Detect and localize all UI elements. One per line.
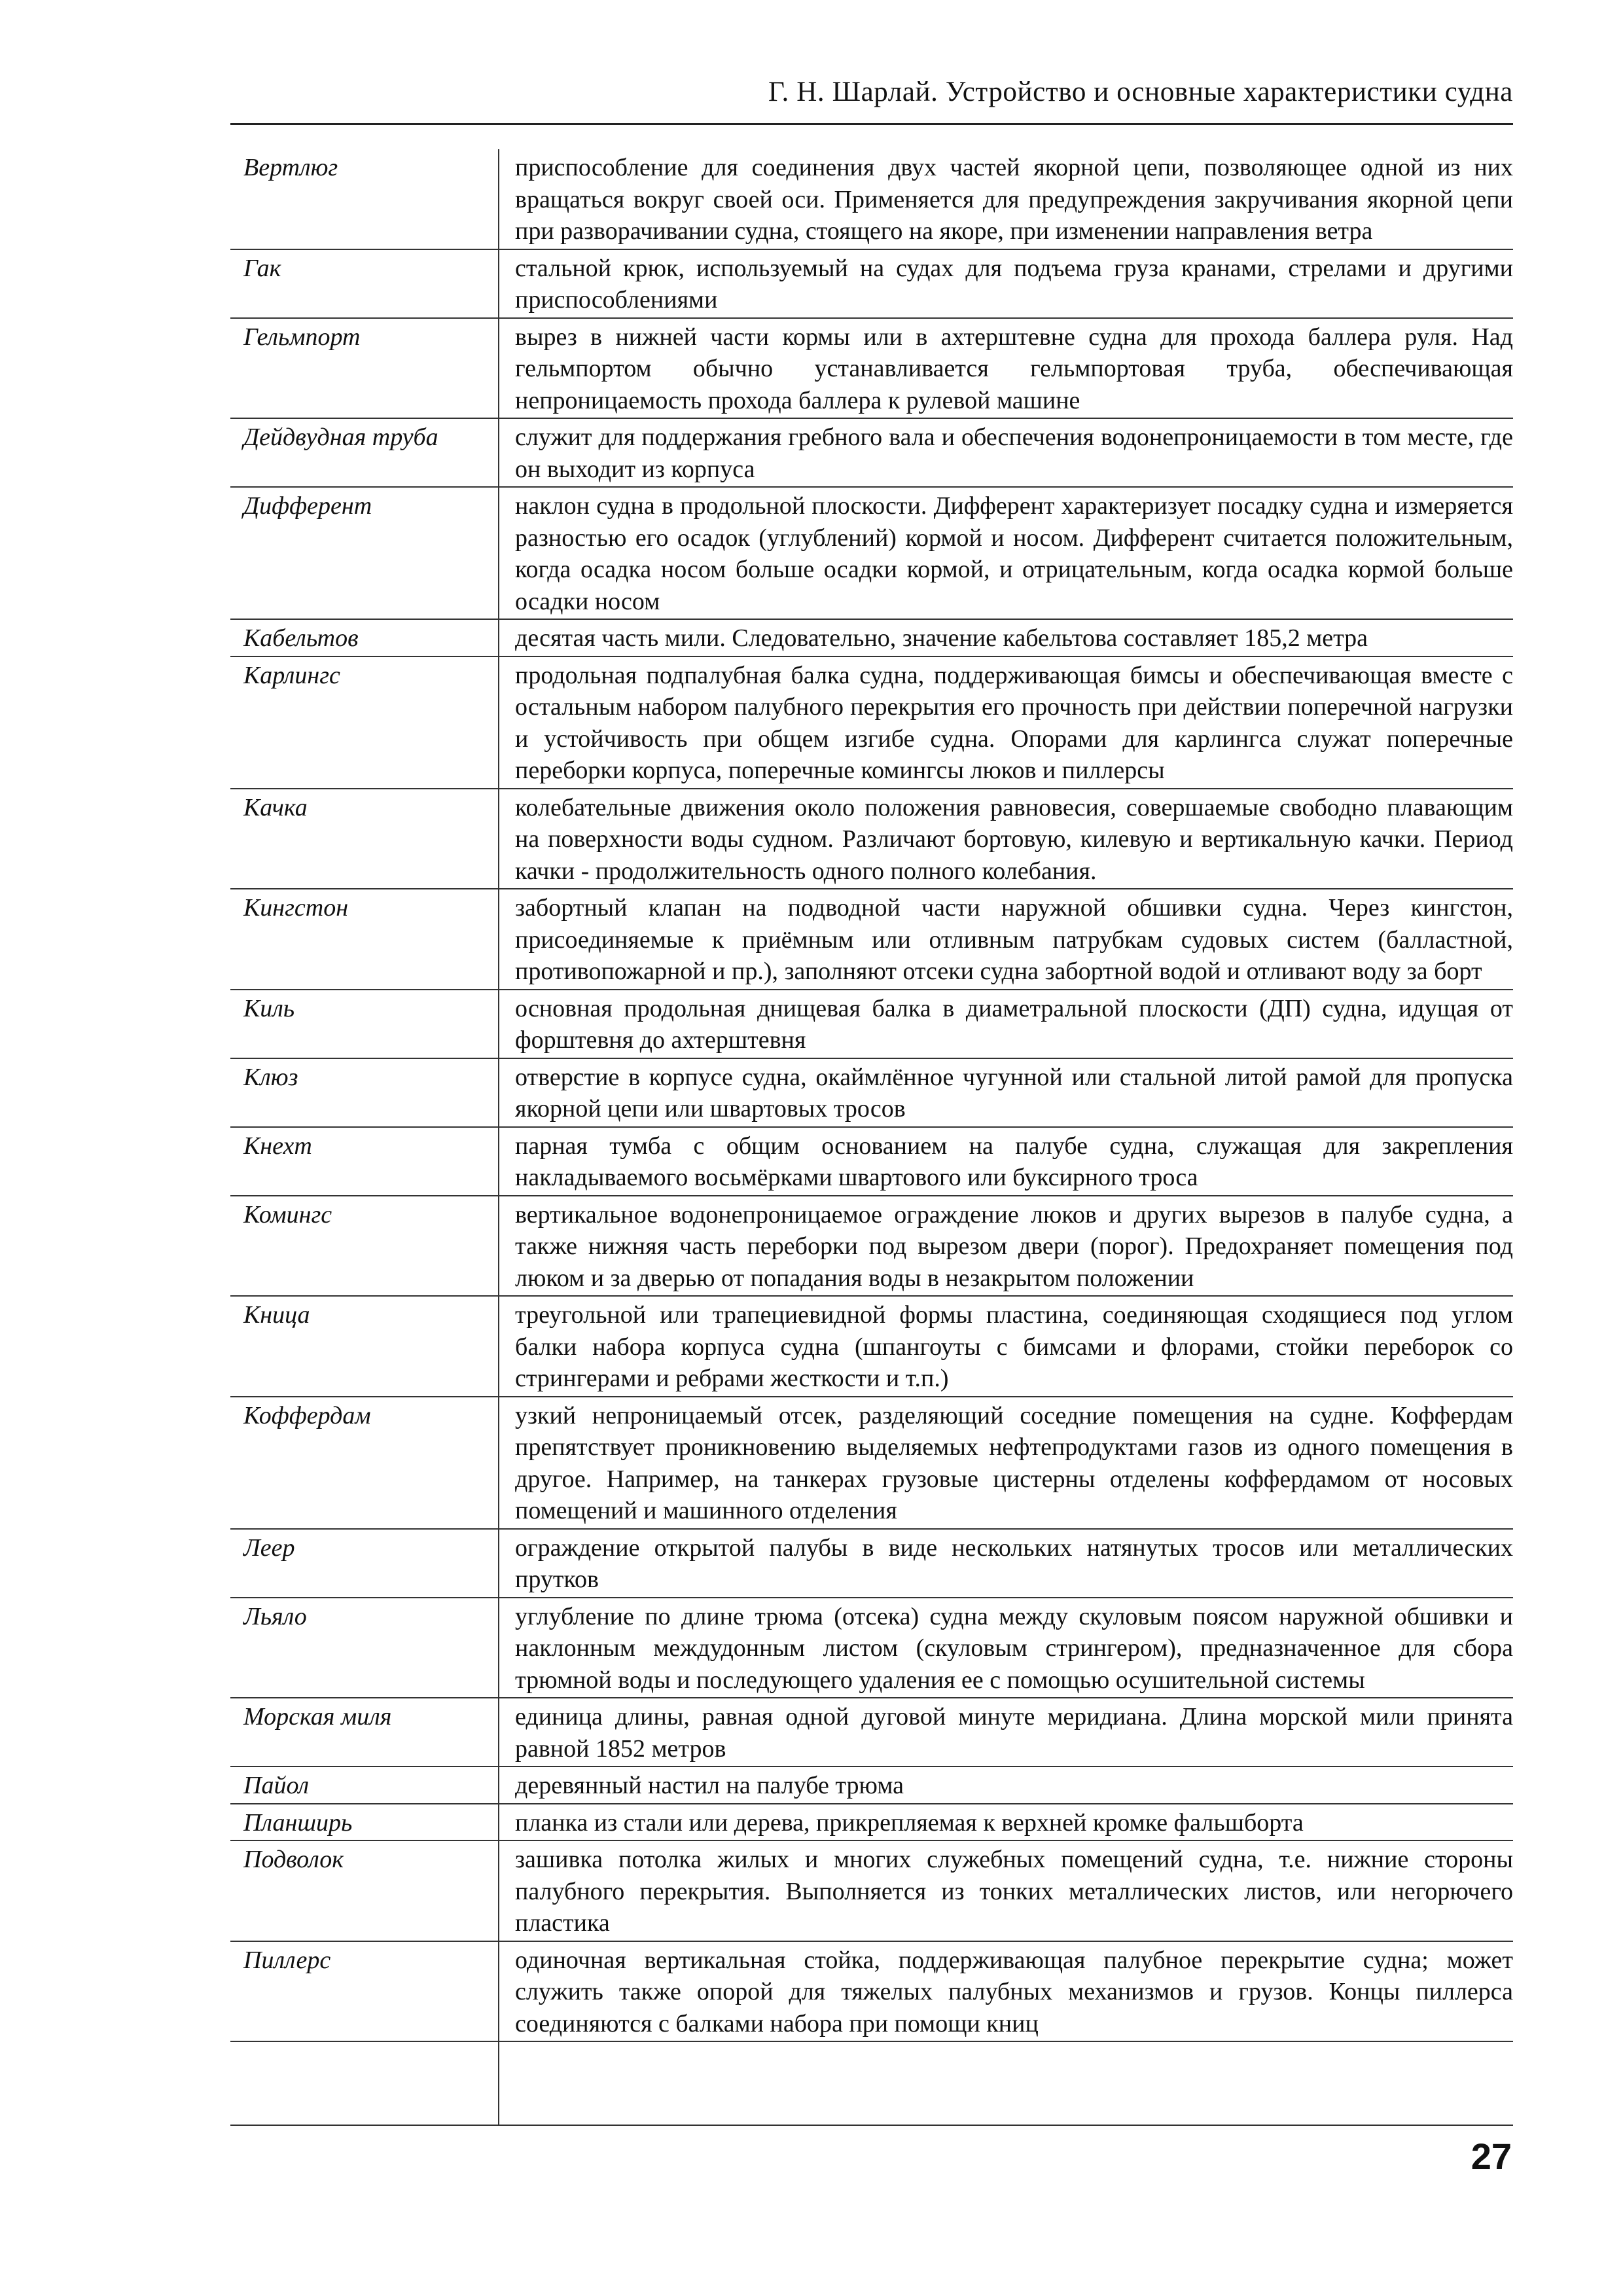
glossary-term: Гельмпорт	[230, 318, 499, 419]
glossary-term: Подволок	[230, 1840, 499, 1941]
glossary-definition: десятая часть мили. Следовательно, значение кабельтова составляет 185,2 метра	[499, 619, 1513, 656]
glossary-term: Коффердам	[230, 1397, 499, 1529]
glossary-row	[230, 1196, 1513, 1297]
glossary-term: Клюз	[230, 1058, 499, 1127]
glossary-row	[230, 1529, 1513, 1598]
glossary-term: Планширь	[230, 1804, 499, 1841]
glossary-definition: деревянный настил на палубе трюма	[499, 1767, 1513, 1804]
glossary-row	[230, 1127, 1513, 1196]
glossary-definition: единица длины, равная одной дуговой минуте меридиана. Длина морской мили принята равной 1852 метров	[499, 1698, 1513, 1767]
glossary-term: Киль	[230, 990, 499, 1058]
filler-cell	[230, 2041, 499, 2125]
glossary-row	[230, 789, 1513, 889]
glossary-table-container	[230, 149, 1513, 2126]
header-title: Г. Н. Шарлай. Устройство и основные характеристики судна	[768, 77, 1513, 107]
glossary-definition: узкий непроницаемый отсек, разделяющий соседние помещения на судне. Коффердам препятствует проникновению выделяемых нефтепродуктами газов из одного помещения в другое. Например, на танкерах грузовые цистерны отделены коффердамом от носовых помещений и машинного отделения	[499, 1397, 1513, 1529]
glossary-definition: приспособление для соединения двух частей якорной цепи, позволяющее одной из них вращаться вокруг своей оси. Применяется для предупреждения закручивания якорной цепи при разворачивании судна, стоящего на якоре, при изменении направления ветра	[499, 149, 1513, 249]
glossary-definition: зашивка потолка жилых и многих служебных помещений судна, т.е. нижние стороны палубного перекрытия. Выполняется из тонких металлических листов, или негорючего пластика	[499, 1840, 1513, 1941]
glossary-row	[230, 1598, 1513, 1698]
glossary-definition: парная тумба с общим основанием на палубе судна, служащая для закрепления накладываемого восьмёрками швартового или буксирного троса	[499, 1127, 1513, 1196]
glossary-definition: стальной крюк, используемый на судах для подъема груза кранами, стрелами и другими приспособлениями	[499, 249, 1513, 318]
glossary-row	[230, 149, 1513, 249]
glossary-term: Пиллерс	[230, 1941, 499, 2042]
page-number: 27	[1471, 2136, 1512, 2177]
glossary-row	[230, 1804, 1513, 1841]
glossary-definition: забортный клапан на подводной части наружной обшивки судна. Через кингстон, присоединяемые к приёмным или отливным патрубкам судовых систем (балластной, противопожарной и пр.), заполняют отсеки судна забортной водой и отливают воду за борт	[499, 889, 1513, 990]
glossary-row	[230, 318, 1513, 419]
glossary-term: Пайол	[230, 1767, 499, 1804]
glossary-term: Качка	[230, 789, 499, 889]
glossary-definition: планка из стали или дерева, прикрепляемая к верхней кромке фальшборта	[499, 1804, 1513, 1841]
glossary-filler-row	[230, 2041, 1513, 2125]
glossary-term: Комингс	[230, 1196, 499, 1297]
glossary-term: Морская миля	[230, 1698, 499, 1767]
glossary-row	[230, 418, 1513, 487]
filler-cell	[499, 2041, 1513, 2125]
glossary-row	[230, 990, 1513, 1058]
glossary-definition: углубление по длине трюма (отсека) судна между скуловым поясом наружной обшивки и наклонным междудонным листом (скуловым стрингером), предназначенное для сбора трюмной воды и последующего удаления ее с помощью осушительной системы	[499, 1598, 1513, 1698]
glossary-body	[230, 149, 1513, 2125]
glossary-term: Вертлюг	[230, 149, 499, 249]
glossary-definition: треугольной или трапециевидной формы пластина, соединяющая сходящиеся под углом балки набора корпуса судна (шпангоуты с бимсами и флорами, стойки переборок со стрингерами и ребрами жесткости и т.п.)	[499, 1296, 1513, 1397]
glossary-definition: вертикальное водонепроницаемое ограждение люков и других вырезов в палубе судна, а также нижняя часть переборки под вырезом двери (порог). Предохраняет помещения под люком и за дверью от попадания воды в незакрытом положении	[499, 1196, 1513, 1297]
glossary-definition: вырез в нижней части кормы или в ахтерштевне судна для прохода баллера руля. Над гельмпортом обычно устанавливается гельмпортовая труба, обеспечивающая непроницаемость прохода баллера к рулевой машине	[499, 318, 1513, 419]
glossary-row	[230, 1698, 1513, 1767]
glossary-definition: колебательные движения около положения равновесия, совершаемые свободно плавающим на поверхности воды судном. Различают бортовую, килевую и вертикальную качки. Период качки - продолжительность одного полного колебания.	[499, 789, 1513, 889]
glossary-row	[230, 1941, 1513, 2042]
glossary-row	[230, 249, 1513, 318]
glossary-term: Льяло	[230, 1598, 499, 1698]
glossary-row	[230, 889, 1513, 990]
glossary-definition: отверстие в корпусе судна, окаймлённое чугунной или стальной литой рамой для пропуска якорной цепи или швартовых тросов	[499, 1058, 1513, 1127]
glossary-term: Леер	[230, 1529, 499, 1598]
glossary-row	[230, 1397, 1513, 1529]
glossary-definition: продольная подпалубная балка судна, поддерживающая бимсы и обеспечивающая вместе с остальным набором палубного перекрытия его прочность при действии поперечной нагрузки и устойчивость при общем изгибе судна. Опорами для карлингса служат поперечные переборки корпуса, поперечные комингсы люков и пиллерсы	[499, 656, 1513, 789]
glossary-term: Дифферент	[230, 487, 499, 619]
glossary-row	[230, 487, 1513, 619]
glossary-definition: ограждение открытой палубы в виде нескольких натянутых тросов или металлических прутков	[499, 1529, 1513, 1598]
glossary-table	[230, 149, 1513, 2126]
glossary-row	[230, 656, 1513, 789]
glossary-definition: служит для поддержания гребного вала и обеспечения водонепроницаемости в том месте, где он выходит из корпуса	[499, 418, 1513, 487]
glossary-definition: одиночная вертикальная стойка, поддерживающая палубное перекрытие судна; может служить также опорой для тяжелых палубных механизмов и грузов. Концы пиллерса соединяются с балками набора при помощи книц	[499, 1941, 1513, 2042]
glossary-definition: наклон судна в продольной плоскости. Дифферент характеризует посадку судна и измеряется разностью его осадок (углублений) кормой и носом. Дифферент считается положительным, когда осадка носом больше осадки кормой, и отрицательным, когда осадка кормой больше осадки носом	[499, 487, 1513, 619]
glossary-row	[230, 1296, 1513, 1397]
glossary-row	[230, 619, 1513, 656]
glossary-term: Кница	[230, 1296, 499, 1397]
glossary-row	[230, 1767, 1513, 1804]
glossary-term: Карлингс	[230, 656, 499, 789]
glossary-term: Кабельтов	[230, 619, 499, 656]
glossary-row	[230, 1840, 1513, 1941]
glossary-definition: основная продольная днищевая балка в диаметральной плоскости (ДП) судна, идущая от форштевня до ахтерштевня	[499, 990, 1513, 1058]
glossary-term: Дейдвудная труба	[230, 418, 499, 487]
glossary-row	[230, 1058, 1513, 1127]
running-header	[230, 71, 1513, 125]
glossary-term: Гак	[230, 249, 499, 318]
glossary-term: Кнехт	[230, 1127, 499, 1196]
glossary-term: Кингстон	[230, 889, 499, 990]
